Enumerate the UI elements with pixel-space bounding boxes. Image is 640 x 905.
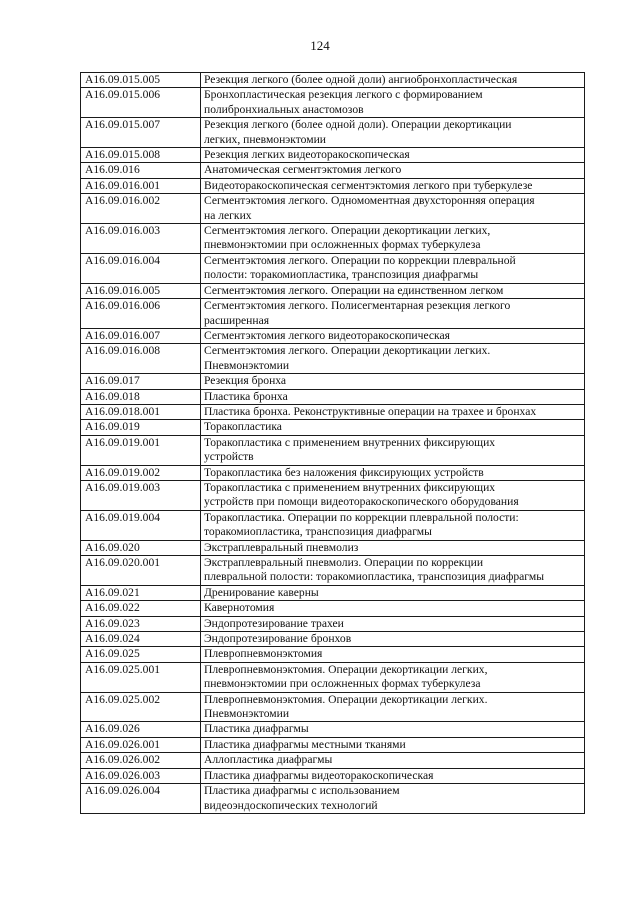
procedure-name <box>201 601 585 616</box>
table-row <box>81 194 585 224</box>
procedure-name <box>201 435 585 465</box>
procedure-name-line: Резекция легкого (более одной доли). Операции декортикации <box>204 118 512 132</box>
procedure-name-line: Торакопластика <box>204 420 282 434</box>
procedure-name <box>201 662 585 692</box>
procedure-name-line: Резекция легкого (более одной доли) ангиобронхопластическая <box>204 73 518 86</box>
procedure-name-line: Резекция бронха <box>204 374 287 388</box>
procedure-code: A16.09.026.003 <box>81 768 201 783</box>
procedure-name <box>201 768 585 783</box>
table-row <box>81 540 585 555</box>
procedure-name-line: устройств при помощи видеоторакоскопического оборудования <box>204 495 519 509</box>
procedure-name-line: пневмонэктомии при осложненных формах туберкулеза <box>204 238 481 252</box>
table-row <box>81 556 585 586</box>
procedure-name-line: Сегментэктомия легкого видеоторакоскопическая <box>204 328 450 342</box>
table-body <box>81 73 585 814</box>
table-row <box>81 784 585 814</box>
procedure-name <box>201 722 585 737</box>
procedure-name <box>201 374 585 389</box>
procedure-code: A16.09.021 <box>81 585 201 600</box>
procedure-name-line: Пластика бронха. Реконструктивные операции на трахее и бронхах <box>204 404 537 418</box>
procedure-codes-table <box>80 72 585 814</box>
procedure-name-line: Сегментэктомия легкого. Одномоментная двухсторонняя операция <box>204 194 535 208</box>
procedure-name-line: устройств <box>204 450 254 464</box>
procedure-name <box>201 299 585 329</box>
table-row <box>81 510 585 540</box>
table-row <box>81 283 585 298</box>
procedure-name <box>201 753 585 768</box>
procedure-name-line: Сегментэктомия легкого. Операции декортикации легких. <box>204 344 491 358</box>
procedure-name-line: расширенная <box>204 313 270 327</box>
table-row <box>81 389 585 404</box>
procedure-code: A16.09.025.001 <box>81 662 201 692</box>
procedure-code: A16.09.016.004 <box>81 253 201 283</box>
procedure-code: A16.09.025.002 <box>81 692 201 722</box>
procedure-code: A16.09.015.007 <box>81 118 201 148</box>
procedure-code: A16.09.019.003 <box>81 480 201 510</box>
table-row <box>81 299 585 329</box>
procedure-name <box>201 540 585 555</box>
procedure-code: A16.09.026.004 <box>81 784 201 814</box>
procedure-name <box>201 224 585 254</box>
procedure-code: A16.09.017 <box>81 374 201 389</box>
table-row <box>81 148 585 163</box>
procedure-code: A16.09.026 <box>81 722 201 737</box>
procedure-name <box>201 585 585 600</box>
procedure-code: A16.09.026.002 <box>81 753 201 768</box>
table-row <box>81 662 585 692</box>
table-row <box>81 224 585 254</box>
procedure-name <box>201 283 585 298</box>
table-row <box>81 647 585 662</box>
procedure-name-line: Пластика диафрагмы <box>204 722 309 736</box>
procedure-name-line: Пластика бронха <box>204 389 288 403</box>
procedure-name-line: Резекция легких видеоторакоскопическая <box>204 148 410 162</box>
procedure-name-line: Пневмонэктомии <box>204 707 290 721</box>
procedure-name-line: легких, пневмонэктомии <box>204 132 326 146</box>
procedure-name <box>201 692 585 722</box>
procedure-code: A16.09.018 <box>81 389 201 404</box>
procedure-name-line: Торакопластика с применением внутренних фиксирующих <box>204 435 496 449</box>
procedure-name <box>201 73 585 88</box>
procedure-code: A16.09.016.006 <box>81 299 201 329</box>
table-row <box>81 768 585 783</box>
procedure-name-line: полибронхиальных анастомозов <box>204 102 364 116</box>
procedure-code: A16.09.016.007 <box>81 328 201 343</box>
procedure-name-line: Экстраплевральный пневмолиз <box>204 540 359 554</box>
procedure-name <box>201 784 585 814</box>
procedure-name-line: Пластика диафрагмы с использованием <box>204 784 400 798</box>
table-row <box>81 404 585 419</box>
procedure-name <box>201 556 585 586</box>
procedure-code: A16.09.018.001 <box>81 404 201 419</box>
procedure-name-line: Эндопротезирование бронхов <box>204 632 352 646</box>
procedure-name-line: Сегментэктомия легкого. Операции по коррекции плевральной <box>204 253 516 267</box>
procedure-name-line: видеоэндоскопических технологий <box>204 798 378 812</box>
procedure-name-line: пневмонэктомии при осложненных формах туберкулеза <box>204 677 481 691</box>
table-row <box>81 88 585 118</box>
table-row <box>81 435 585 465</box>
table-row <box>81 722 585 737</box>
procedure-name <box>201 178 585 193</box>
procedure-code: A16.09.016.003 <box>81 224 201 254</box>
procedure-name-line: Пневмонэктомии <box>204 358 290 372</box>
procedure-code: A16.09.016.001 <box>81 178 201 193</box>
procedure-name-line: Торакопластика с применением внутренних фиксирующих <box>204 480 496 494</box>
procedure-name-line: Сегментэктомия легкого. Операции декортикации легких, <box>204 224 491 238</box>
procedure-code: A16.09.025 <box>81 647 201 662</box>
procedure-name <box>201 616 585 631</box>
procedure-name <box>201 404 585 419</box>
procedure-code: A16.09.019 <box>81 420 201 435</box>
table-row <box>81 344 585 374</box>
procedure-name-line: Пластика диафрагмы местными тканями <box>204 737 406 751</box>
procedure-name-line: Сегментэктомия легкого. Полисегментарная резекция легкого <box>204 299 511 313</box>
procedure-name-line: на легких <box>204 208 252 222</box>
table-row <box>81 73 585 88</box>
table-row <box>81 753 585 768</box>
procedure-name <box>201 647 585 662</box>
table-row <box>81 601 585 616</box>
procedure-name-line: Анатомическая сегментэктомия легкого <box>204 163 402 177</box>
procedure-code: A16.09.015.006 <box>81 88 201 118</box>
table-row <box>81 374 585 389</box>
procedure-name <box>201 88 585 118</box>
procedure-name-line: торакомиопластика, транспозиция диафрагмы <box>204 525 432 539</box>
table-row <box>81 616 585 631</box>
procedure-code: A16.09.023 <box>81 616 201 631</box>
table-row <box>81 737 585 752</box>
procedure-name <box>201 465 585 480</box>
procedure-name-line: Бронхопластическая резекция легкого с формированием <box>204 88 483 102</box>
procedure-name <box>201 344 585 374</box>
procedure-name-line: Кавернотомия <box>204 601 275 615</box>
table-row <box>81 253 585 283</box>
procedure-name <box>201 328 585 343</box>
table-row <box>81 420 585 435</box>
procedure-name-line: Торакопластика. Операции по коррекции плевральной полости: <box>204 510 519 524</box>
procedure-name <box>201 389 585 404</box>
procedure-code: A16.09.024 <box>81 632 201 647</box>
procedure-name-line: Пластика диафрагмы видеоторакоскопическая <box>204 768 434 782</box>
table-row <box>81 632 585 647</box>
procedure-code: A16.09.019.004 <box>81 510 201 540</box>
procedure-code: A16.09.019.001 <box>81 435 201 465</box>
procedure-name-line: Плевропневмонэктомия. Операции декортикации легких, <box>204 662 488 676</box>
procedure-code: A16.09.020.001 <box>81 556 201 586</box>
procedure-name-line: Торакопластика без наложения фиксирующих устройств <box>204 465 484 479</box>
table-row <box>81 692 585 722</box>
procedure-name <box>201 118 585 148</box>
procedure-name-line: Дренирование каверны <box>204 585 319 599</box>
procedure-name <box>201 737 585 752</box>
procedure-name-line: Аллопластика диафрагмы <box>204 753 333 767</box>
procedure-code: A16.09.015.008 <box>81 148 201 163</box>
procedure-name <box>201 163 585 178</box>
procedure-code: A16.09.016.005 <box>81 283 201 298</box>
procedure-name <box>201 194 585 224</box>
procedure-code: A16.09.026.001 <box>81 737 201 752</box>
procedure-name-line: Видеоторакоскопическая сегментэктомия легкого при туберкулезе <box>204 178 533 192</box>
table-row <box>81 163 585 178</box>
table-row <box>81 585 585 600</box>
procedure-name-line: Плевропневмонэктомия. Операции декортикации легких. <box>204 692 488 706</box>
table-row <box>81 328 585 343</box>
procedure-code: A16.09.015.005 <box>81 73 201 88</box>
table-row <box>81 118 585 148</box>
procedure-name <box>201 253 585 283</box>
procedure-code: A16.09.016 <box>81 163 201 178</box>
procedure-code: A16.09.016.002 <box>81 194 201 224</box>
procedure-name-line: Сегментэктомия легкого. Операции на единственном легком <box>204 283 504 297</box>
procedure-name-line: Плевропневмонэктомия <box>204 647 323 661</box>
page-number: 124 <box>310 38 330 53</box>
procedure-code: A16.09.022 <box>81 601 201 616</box>
table-row <box>81 178 585 193</box>
procedure-code: A16.09.016.008 <box>81 344 201 374</box>
procedure-name <box>201 510 585 540</box>
procedure-name-line: плевральной полости: торакомиопластика, транспозиция диафрагмы <box>204 570 545 584</box>
procedure-name-line: Эндопротезирование трахеи <box>204 616 344 630</box>
procedure-name-line: Экстраплевральный пневмолиз. Операции по коррекции <box>204 556 484 569</box>
procedure-name-line: полости: торакомиопластика, транспозиция диафрагмы <box>204 268 479 282</box>
table-row <box>81 480 585 510</box>
procedure-name <box>201 632 585 647</box>
procedure-name <box>201 420 585 435</box>
table-row <box>81 465 585 480</box>
procedure-name <box>201 480 585 510</box>
procedure-code: A16.09.019.002 <box>81 465 201 480</box>
procedure-name <box>201 148 585 163</box>
procedure-code: A16.09.020 <box>81 540 201 555</box>
